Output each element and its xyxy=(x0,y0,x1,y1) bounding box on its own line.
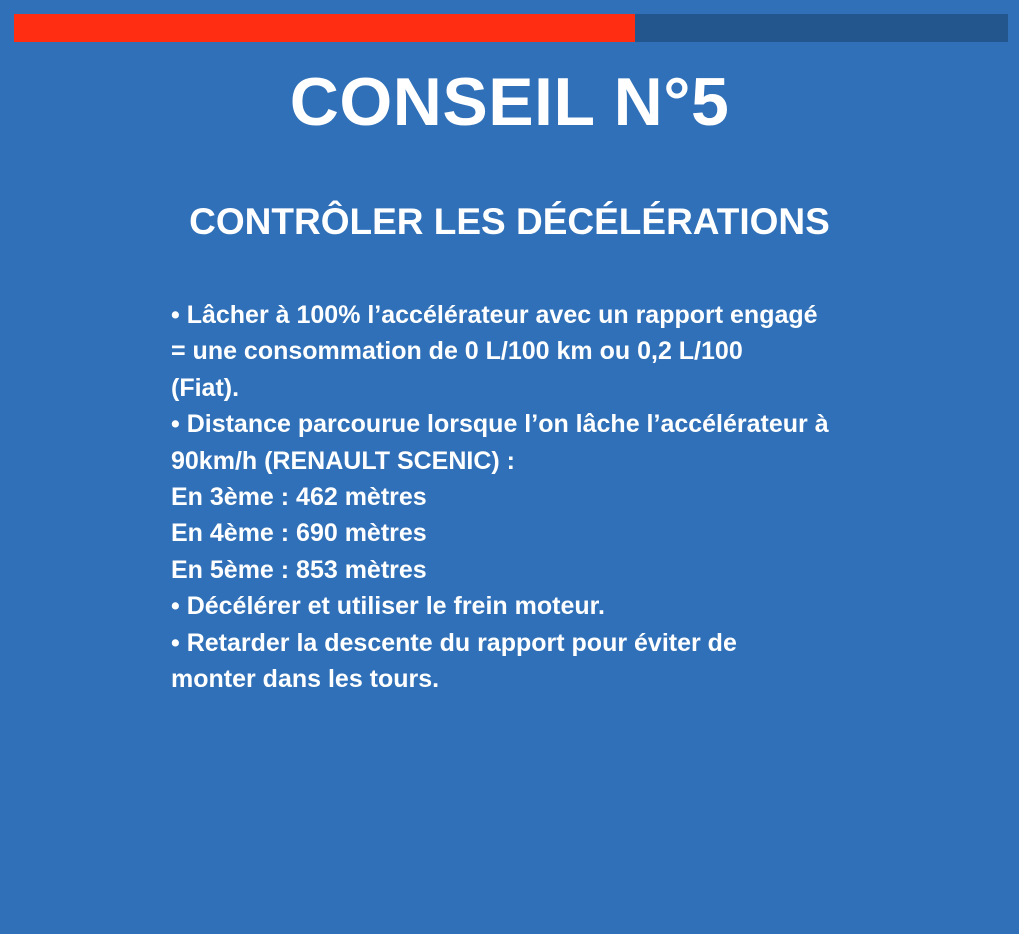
advice-text xyxy=(171,297,871,697)
advice-line: • Distance parcourue lorsque l’on lâche l’accélérateur à xyxy=(171,410,829,439)
section-subtitle: CONTRÔLER LES DÉCÉLÉRATIONS xyxy=(189,201,830,242)
advice-line: En 4ème : 690 mètres xyxy=(171,519,427,548)
advice-line: (Fiat). xyxy=(171,373,240,402)
advice-line: En 5ème : 853 mètres xyxy=(171,555,427,584)
progress-bar xyxy=(14,14,1008,42)
page-title: CONSEIL N°5 xyxy=(289,64,730,140)
advice-line: • Décélérer et utiliser le frein moteur. xyxy=(171,592,605,621)
progress-bar-fill xyxy=(14,14,635,42)
advice-line: • Lâcher à 100% l’accélérateur avec un rapport engagé xyxy=(171,301,818,329)
advice-line: = une consommation de 0 L/100 km ou 0,2 L/100 xyxy=(171,337,743,366)
advice-line: 90km/h (RENAULT SCENIC) : xyxy=(171,446,516,475)
advice-line: • Retarder la descente du rapport pour éviter de xyxy=(171,628,737,657)
advice-line: En 3ème : 462 mètres xyxy=(171,483,427,512)
advice-line: monter dans les tours. xyxy=(171,665,440,694)
